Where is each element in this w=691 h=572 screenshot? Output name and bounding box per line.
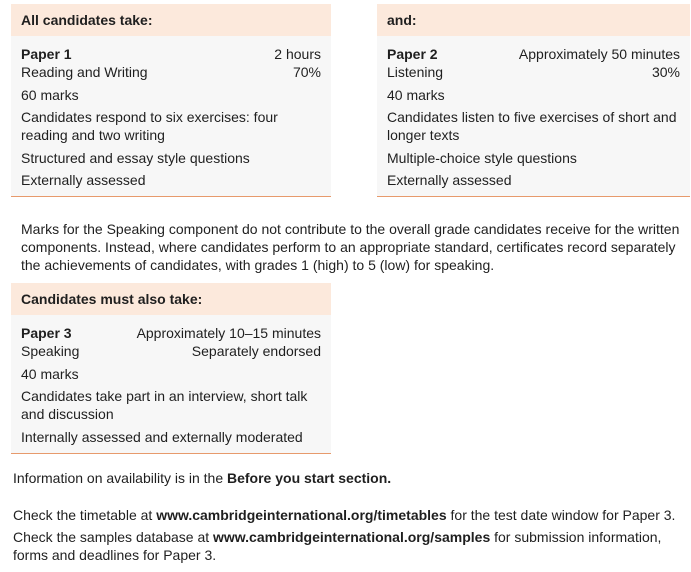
timetable-text: Check the timetable at	[13, 507, 157, 523]
availability-note	[13, 469, 688, 487]
paper-title-row	[387, 45, 680, 63]
paper-1-box	[11, 4, 331, 197]
box-header: Candidates must also take:	[11, 283, 331, 315]
component-name: Listening	[387, 64, 444, 80]
box-body	[11, 315, 331, 454]
availability-text: Information on availability is in the	[13, 470, 227, 486]
component-row	[21, 63, 321, 81]
assessment: Externally assessed	[387, 172, 512, 188]
box-body	[11, 36, 331, 197]
paper-name: Paper 2	[387, 46, 438, 62]
box-body	[377, 36, 690, 197]
paper-3-box	[11, 283, 331, 454]
component-weight: Separately endorsed	[191, 343, 321, 359]
assessment: Internally assessed and externally moderated	[21, 428, 303, 445]
marks: 60 marks	[21, 86, 79, 103]
component-weight: 70%	[292, 64, 321, 80]
marks: 40 marks	[21, 365, 79, 382]
timetable-url-link[interactable]: www.cambridgeinternational.org/timetables	[156, 507, 447, 523]
description: Candidates take part in an interview, short talk and discussion	[21, 388, 308, 422]
assessment: Externally assessed	[21, 172, 146, 188]
samples-note	[13, 528, 685, 564]
availability-section-link: Before you start section.	[227, 470, 392, 486]
question-style: Multiple-choice style questions	[387, 149, 577, 166]
box-header: All candidates take:	[11, 4, 331, 36]
timetable-suffix: for the test date window for Paper 3.	[446, 507, 676, 523]
box-header: and:	[377, 4, 690, 36]
component-weight: 30%	[651, 64, 680, 80]
paper-name: Paper 1	[21, 46, 72, 62]
speaking-note: Marks for the Speaking component do not contribute to the overall grade candidates receive for the written components. Instead, where candidates perform to an appropriate standard, certificates record separately the achievements of candidates, with grades 1 (high) to 5 (low) for speaking.	[21, 221, 680, 273]
component-name: Speaking	[21, 343, 80, 359]
component-name: Reading and Writing	[21, 64, 148, 80]
paper-duration: 2 hours	[274, 46, 321, 62]
samples-suffix: for submission information, forms and deadlines for Paper 3.	[13, 529, 662, 563]
samples-text: Check the samples database at	[13, 529, 214, 545]
question-style: Structured and essay style questions	[21, 149, 250, 166]
paper-title-row	[21, 324, 321, 342]
component-row	[387, 63, 680, 81]
paper-duration: Approximately 10–15 minutes	[136, 325, 321, 341]
marks: 40 marks	[387, 86, 445, 103]
paper-2-box	[377, 4, 690, 197]
samples-url-link[interactable]: www.cambridgeinternational.org/samples	[213, 529, 491, 545]
description: Candidates respond to six exercises: four reading and two writing	[21, 109, 278, 143]
timetable-note	[13, 506, 688, 524]
paper-title-row	[21, 45, 321, 63]
paper-duration: Approximately 50 minutes	[518, 46, 680, 62]
paper-name: Paper 3	[21, 325, 72, 341]
description: Candidates listen to five exercises of short and longer texts	[387, 109, 677, 143]
component-row	[21, 342, 321, 360]
